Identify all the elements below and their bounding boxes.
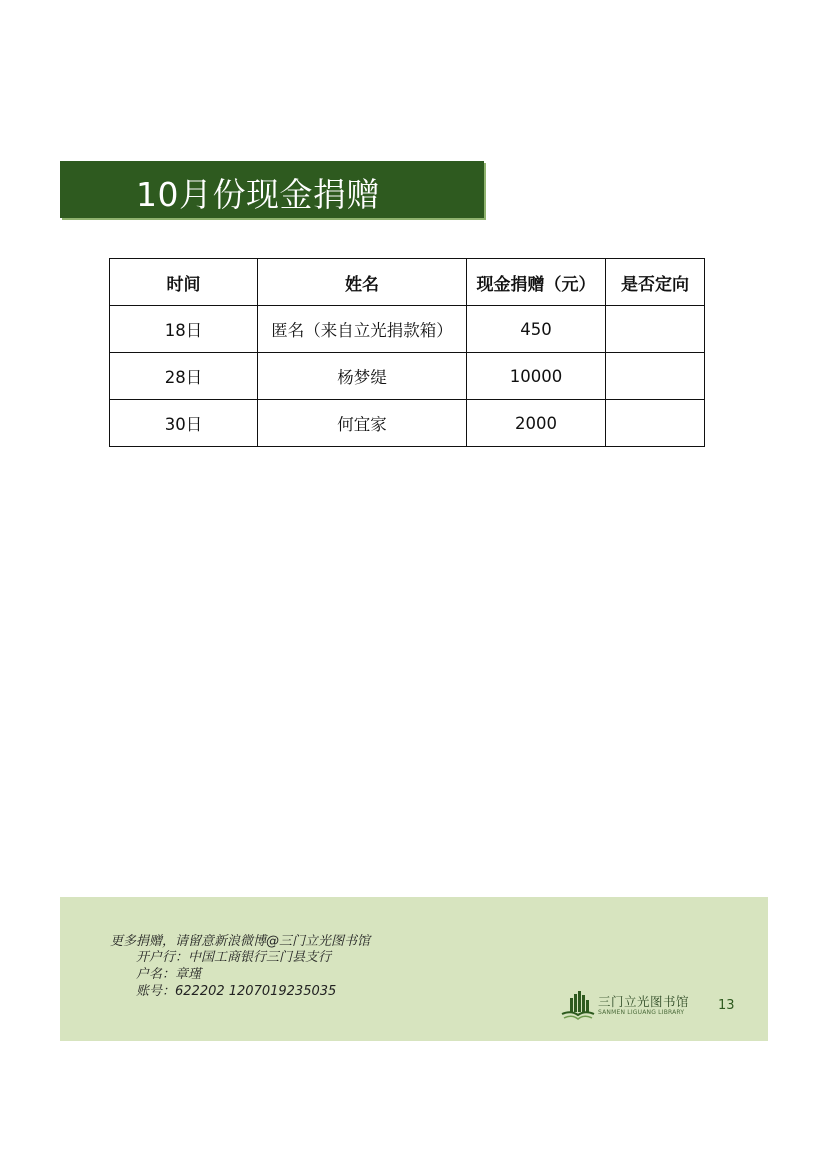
donation-table — [109, 258, 705, 447]
cell-time: 30日 — [110, 400, 258, 447]
table-row — [110, 400, 705, 447]
cell-amount: 2000 — [467, 400, 606, 447]
library-logo-icon — [560, 990, 596, 1022]
page-number: 13 — [718, 998, 735, 1013]
cell-directed — [606, 353, 705, 400]
header-name: 姓名 — [258, 259, 467, 306]
table-row — [110, 306, 705, 353]
header-amount: 现金捐赠（元） — [467, 259, 606, 306]
header-directed: 是否定向 — [606, 259, 705, 306]
cell-name: 杨梦缇 — [258, 353, 467, 400]
cell-time: 18日 — [110, 306, 258, 353]
cell-name: 何宜家 — [258, 400, 467, 447]
cell-time: 28日 — [110, 353, 258, 400]
page-title: 10月份现金捐赠 — [136, 175, 380, 214]
cell-directed — [606, 400, 705, 447]
table-header-row — [110, 259, 705, 306]
bank-name: 开户行：中国工商银行三门县支行 — [136, 950, 332, 965]
account-holder: 户名：章瑾 — [136, 967, 202, 982]
title-banner — [60, 161, 484, 218]
cell-amount: 450 — [467, 306, 606, 353]
footer-box — [60, 897, 768, 1041]
donation-info-lead: 更多捐赠，请留意新浪微博@三门立光图书馆 — [110, 934, 371, 949]
cell-name: 匿名（来自立光捐款箱） — [258, 306, 467, 353]
library-logo-name: 三门立光图书馆 — [598, 994, 690, 1009]
library-logo — [560, 990, 692, 1026]
account-number: 账号：622202 1207019235035 — [136, 984, 337, 999]
library-logo-subtitle: SANMEN LIGUANG LIBRARY — [598, 1009, 685, 1016]
header-time: 时间 — [110, 259, 258, 306]
table-row — [110, 353, 705, 400]
cell-amount: 10000 — [467, 353, 606, 400]
cell-directed — [606, 306, 705, 353]
